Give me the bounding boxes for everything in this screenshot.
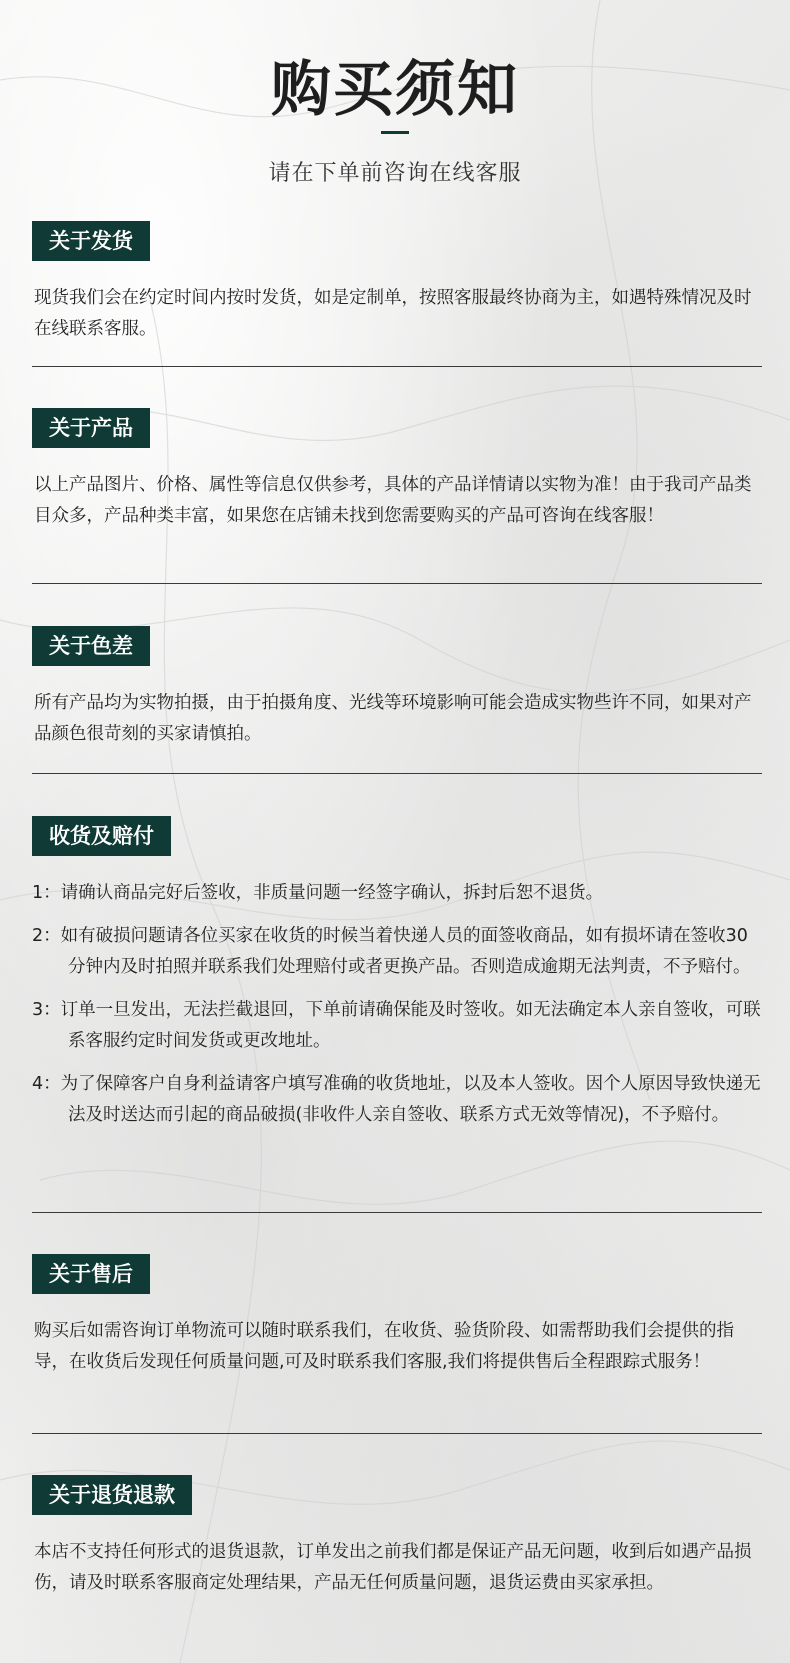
section-tag: 关于产品 xyxy=(32,408,150,448)
title-underline xyxy=(381,131,409,134)
compensation-list xyxy=(32,878,762,1131)
list-item: 3：订单一旦发出，无法拦截退回，下单前请确保能及时签收。如无法确定本人亲自签收，可联系客服约定时间发货或更改地址。 xyxy=(32,1000,761,1051)
section-text: 所有产品均为实物拍摄，由于拍摄角度、光线等环境影响可能会造成实物些许不同，如果对产品颜色很苛刻的买家请慎拍。 xyxy=(34,693,752,744)
section-receipt-compensation xyxy=(32,816,762,1131)
section-tag: 收货及赔付 xyxy=(32,816,171,856)
list-item: 4：为了保障客户自身利益请客户填写准确的收货地址，以及本人签收。因个人原因导致快递无法及时送达而引起的商品破损(非收件人亲自签收、联系方式无效等情况)，不予赔付。 xyxy=(32,1074,761,1125)
divider xyxy=(32,366,762,367)
section-returns-refunds xyxy=(32,1475,762,1599)
section-text: 现货我们会在约定时间内按时发货，如是定制单，按照客服最终协商为主，如遇特殊情况及时在线联系客服。 xyxy=(34,288,752,339)
section-after-sales xyxy=(32,1254,762,1378)
divider xyxy=(32,1212,762,1213)
section-shipping xyxy=(32,221,762,345)
list-item: 2：如有破损问题请各位买家在收货的时候当着快递人员的面签收商品，如有损坏请在签收30分钟内及时拍照并联系我们处理赔付或者更换产品。否则造成逾期无法判责，不予赔付。 xyxy=(32,926,751,977)
page-subtitle: 请在下单前咨询在线客服 xyxy=(268,161,522,186)
section-text: 购买后如需咨询订单物流可以随时联系我们，在收货、验货阶段、如需帮助我们会提供的指导，在收货后发现任何质量问题,可及时联系我们客服,我们将提供售后全程跟踪式服务！ xyxy=(34,1321,734,1372)
list-item: 1：请确认商品完好后签收，非质量问题一经签字确认，拆封后恕不退货。 xyxy=(32,883,604,903)
divider xyxy=(32,773,762,774)
section-color-difference xyxy=(32,626,762,750)
divider xyxy=(32,1433,762,1434)
section-tag: 关于发货 xyxy=(32,221,150,261)
section-tag: 关于退货退款 xyxy=(32,1475,192,1515)
section-product xyxy=(32,408,762,532)
divider xyxy=(32,583,762,584)
section-text: 本店不支持任何形式的退货退款，订单发出之前我们都是保证产品无问题，收到后如遇产品损伤，请及时联系客服商定处理结果，产品无任何质量问题，退货运费由买家承担。 xyxy=(34,1542,752,1593)
section-text: 以上产品图片、价格、属性等信息仅供参考，具体的产品详情请以实物为准！由于我司产品类目众多，产品种类丰富，如果您在店铺未找到您需要购买的产品可咨询在线客服！ xyxy=(34,475,752,526)
section-tag: 关于售后 xyxy=(32,1254,150,1294)
page-title: 购买须知 xyxy=(271,55,519,125)
section-tag: 关于色差 xyxy=(32,626,150,666)
